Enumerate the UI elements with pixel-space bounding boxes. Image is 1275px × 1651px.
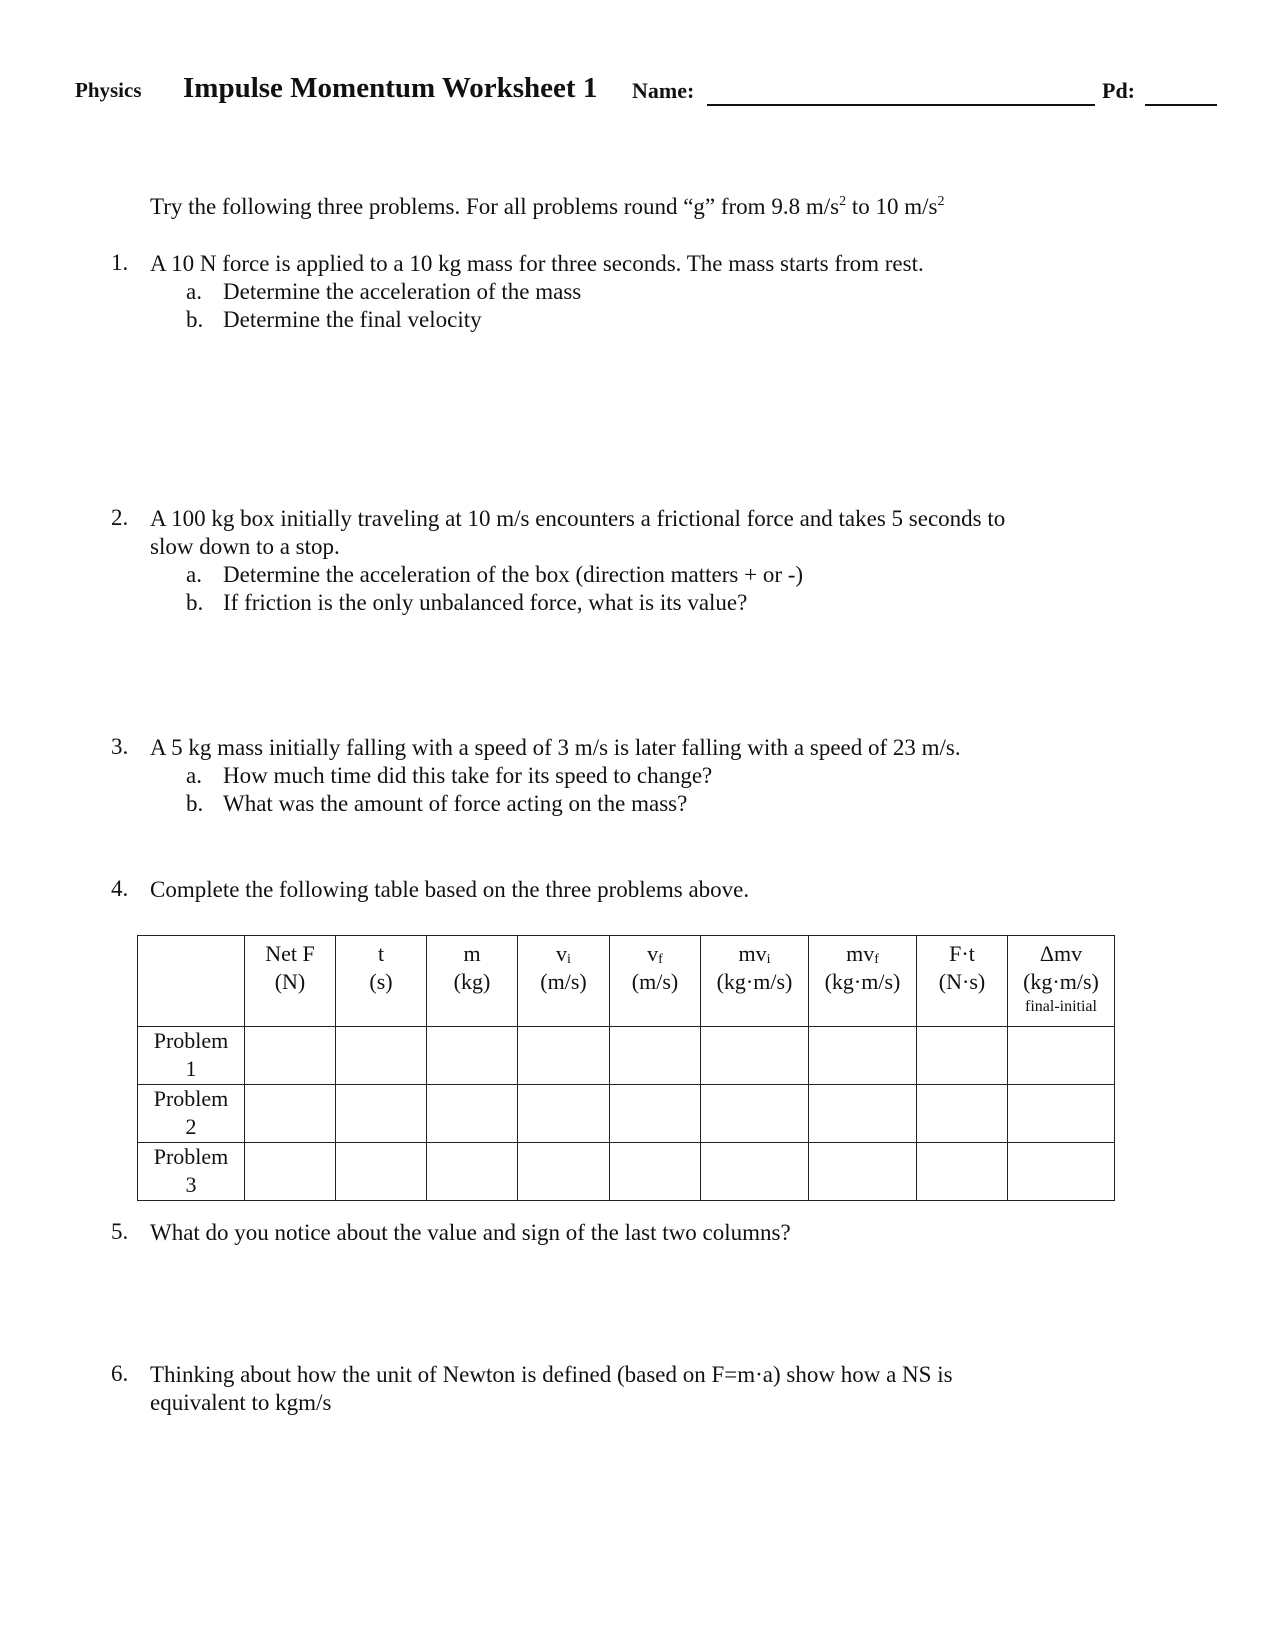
header-final-velocity: $v_f$ (m/s) (610, 936, 701, 1027)
worksheet-title: Impulse Momentum Worksheet 1 (183, 72, 598, 104)
answer-cell[interactable] (610, 1143, 701, 1201)
question-1a-text: Determine the acceleration of the mass (223, 279, 582, 304)
question-2a-letter: a. (186, 562, 202, 587)
answer-cell[interactable] (518, 1027, 610, 1085)
answer-cell[interactable] (701, 1143, 809, 1201)
header-impulse: F·t (N·s) (917, 936, 1008, 1027)
question-5-text: What do you notice about the value and sign of the last two columns? (150, 1220, 791, 1245)
row-label-problem-2: Problem 2 (138, 1085, 245, 1143)
header-corner-cell (138, 936, 245, 1027)
answer-cell[interactable] (336, 1085, 427, 1143)
answer-cell[interactable] (610, 1085, 701, 1143)
name-label: Name: (632, 78, 695, 103)
answer-cell[interactable] (1008, 1027, 1115, 1085)
answer-cell[interactable] (809, 1027, 917, 1085)
answer-cell[interactable] (336, 1027, 427, 1085)
header-initial-velocity: $v_i$ (m/s) (518, 936, 610, 1027)
name-field[interactable] (707, 104, 1095, 106)
answer-cell[interactable] (610, 1027, 701, 1085)
question-3a-text: How much time did this take for its speed to change? (223, 763, 713, 788)
answer-cell[interactable] (917, 1085, 1008, 1143)
question-1a-letter: a. (186, 279, 202, 304)
period-label: Pd: (1102, 78, 1135, 103)
subject-label: Physics (75, 78, 142, 102)
table-row (138, 1027, 1115, 1085)
row-label-problem-3: Problem 3 (138, 1143, 245, 1201)
answer-cell[interactable] (245, 1085, 336, 1143)
header-final-momentum: $mv_f$ (kg·m/s) (809, 936, 917, 1027)
answer-cell[interactable] (518, 1085, 610, 1143)
question-3a-letter: a. (186, 763, 202, 788)
intro-text: Try the following three problems. For all problems round “g” from 9.8 $m/s^2$ to 10 $m/s^2$ (150, 194, 945, 219)
table-header-row (138, 936, 1115, 1027)
answer-cell[interactable] (427, 1143, 518, 1201)
row-label-problem-1: Problem 1 (138, 1027, 245, 1085)
answer-cell[interactable] (809, 1143, 917, 1201)
question-2b-letter: b. (186, 590, 204, 615)
question-1b-text: Determine the final velocity (223, 307, 482, 332)
table-row (138, 1085, 1115, 1143)
header-momentum-change: Δmv (kg·m/s) final-initial (1008, 936, 1115, 1027)
question-1b-letter: b. (186, 307, 204, 332)
question-6-number: 6. (111, 1361, 129, 1386)
answer-cell[interactable] (1008, 1085, 1115, 1143)
answer-cell[interactable] (701, 1027, 809, 1085)
question-1-text: A 10 N force is applied to a 10 kg mass for three seconds. The mass starts from rest. (150, 251, 924, 276)
question-4-number: 4. (111, 876, 129, 901)
header-net-force: Net F (N) (245, 936, 336, 1027)
question-3-number: 3. (111, 734, 129, 759)
answer-cell[interactable] (809, 1085, 917, 1143)
question-6-text-line2: equivalent to kgm/s (150, 1390, 332, 1415)
question-1-number: 1. (111, 250, 129, 275)
period-field[interactable] (1145, 104, 1217, 106)
answer-cell[interactable] (1008, 1143, 1115, 1201)
question-3b-letter: b. (186, 791, 204, 816)
question-3b-text: What was the amount of force acting on the mass? (223, 791, 688, 816)
question-5-number: 5. (111, 1219, 129, 1244)
answer-cell[interactable] (917, 1143, 1008, 1201)
answer-cell[interactable] (245, 1143, 336, 1201)
question-2-text-line2: slow down to a stop. (150, 534, 340, 559)
header-mass: m (kg) (427, 936, 518, 1027)
table-row (138, 1143, 1115, 1201)
answer-cell[interactable] (427, 1027, 518, 1085)
header-time: t (s) (336, 936, 427, 1027)
question-3-text: A 5 kg mass initially falling with a speed of 3 m/s is later falling with a speed of 23 m/s. (150, 735, 961, 760)
answer-cell[interactable] (518, 1143, 610, 1201)
question-2-text-line1: A 100 kg box initially traveling at 10 m/s encounters a frictional force and takes 5 seconds to (150, 506, 1006, 531)
question-2a-text: Determine the acceleration of the box (direction matters + or -) (223, 562, 804, 587)
question-2-number: 2. (111, 505, 129, 530)
question-4-text: Complete the following table based on the three problems above. (150, 877, 750, 902)
question-2b-text: If friction is the only unbalanced force, what is its value? (223, 590, 748, 615)
answer-cell[interactable] (701, 1085, 809, 1143)
answer-cell[interactable] (427, 1085, 518, 1143)
question-6-text-line1: Thinking about how the unit of Newton is defined (based on F=m·a) show how a NS is (150, 1362, 953, 1387)
answer-cell[interactable] (917, 1027, 1008, 1085)
answer-cell[interactable] (336, 1143, 427, 1201)
momentum-table (137, 935, 1115, 1201)
answer-cell[interactable] (245, 1027, 336, 1085)
header-initial-momentum: $mv_i$ (kg·m/s) (701, 936, 809, 1027)
